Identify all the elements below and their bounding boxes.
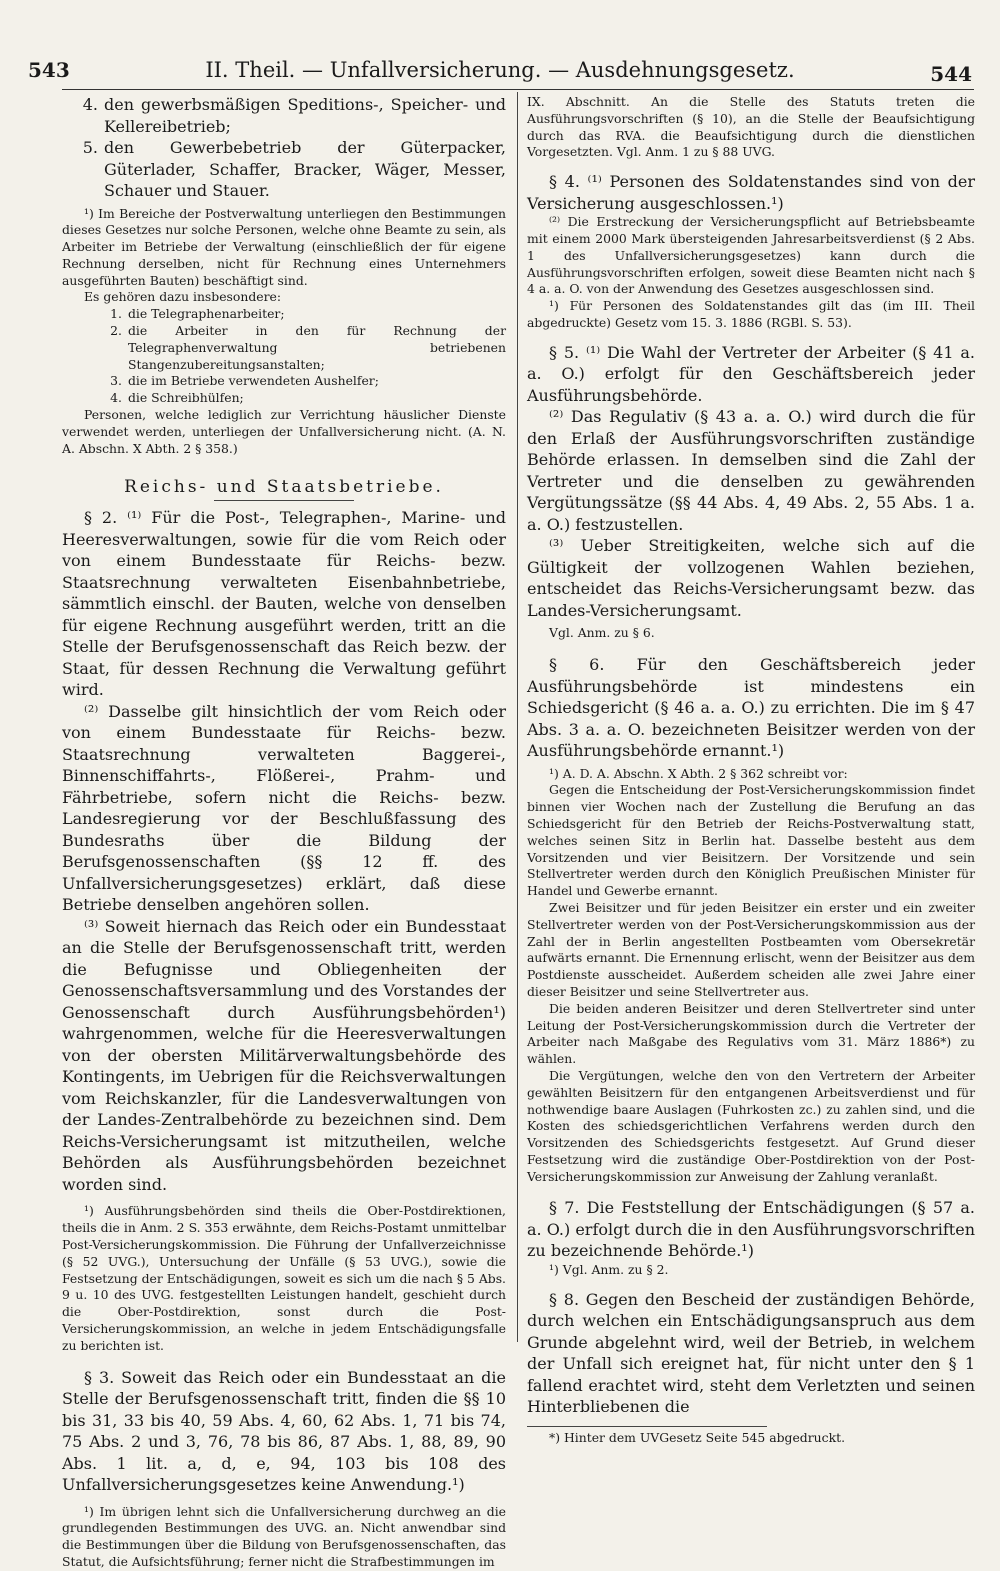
list-item: 4. den gewerbsmäßigen Speditions-, Speicher- und Kellereibetrieb; xyxy=(82,95,506,136)
footnote-ausfuehrungsbehoerden: ¹) Ausführungsbehörden sind theils die Ober-Postdirektionen, theils die in Anm. 2 S. 353 erwähnte, dem Reichs-Postamt unmittelbar Post-Versicherungskommission. Die Führung der Unfallverzeichnisse (§ 52 UVG.), Untersuchung der Unfälle (§ 53 UVG.), sowie die Festsetzung der Entschädigungen, soweit es sich um die nach § 5 Abs. 9 u. 10 des UVG. festgestellten Leistungen handelt, geschieht durch die Ober-Postdirektion, sonst durch die Post-Versicherungskommission, an welche in jedem Entschädigungsfalle zu berichten ist. xyxy=(62,1203,506,1353)
footnote-vgl-6: Vgl. Anm. zu § 6. xyxy=(549,625,655,641)
footnote-rule xyxy=(527,1426,767,1427)
list-item: 5. den Gewerbebetrieb der Güterpacker, Güterlader, Schaffer, Bracker, Wäger, Messer, Schauer und Stauer. xyxy=(82,138,506,200)
section-7: § 7. Die Feststellung der Entschädigungen (§ 57 a. a. O.) erfolgt durch die in den Ausführungsvorschriften zu bezeichnende Behörde.¹) xyxy=(527,1198,975,1261)
header-rule xyxy=(62,89,974,90)
section-2: § 2. ⁽¹⁾ Für die Post-, Telegraphen-, Marine- und Heeresverwaltungen, sowie für die vom Reich oder von einem Bundesstaate für Reichs- bezw. Staatsrechnung verwalteten Eisenbahnbetriebe, sämmtlich einschl. der Bauten, welche von denselben für eigene Rechnung ausgeführt werden, tritt an die Stelle der Berufsgenossenschaft das Reich bezw. der Staat, für dessen Rechnung die Verwaltung geführt wird. ⁽²⁾ Dasselbe gilt hinsichtlich der vom Reich oder von einem Bundesstaate für Reichs- bezw. Staatsrechnung verwalteten Baggerei-, Binnenschiffahrts-, Flößerei-, Prahm- und Fährbetriebe, sofern nicht die Reichs- bezw. Landesregierung vor der Beschlußfassung des Bundesraths über die Bildung der Berufsgenossenschaften (§§ 12 ff. des Unfallversicherungsgesetzes) erklärt, daß diese Betriebe denselben angehören sollen. ⁽³⁾ Soweit hiernach das Reich oder ein Bundesstaat an die Stelle der Berufsgenossenschaft tritt, werden die Befugnisse und Obliegenheiten der Genossenschaftsversammlung und des Vorstandes der Genossenschaft durch Ausführungsbehörden¹) wahrgenommen, welche für die Heeresverwaltungen von der obersten Militärverwaltungsbehörde des Kontingents, im Uebrigen für die Reichsverwaltungen vom Reichskanzler, für die Landesverwaltungen von der Landes-Zentralbehörde zu bezeichnen sind. Dem Reichs-Versicherungsamt ist mitzutheilen, welche Behörden als Ausführungsbehörden bezeichnet worden sind. xyxy=(62,508,506,1194)
numbered-list-continuation xyxy=(62,94,506,202)
right-column xyxy=(527,94,975,1445)
section-8: § 8. Gegen den Bescheid der zuständigen Behörde, durch welchen ein Entschädigungsanspruch aus dem Grunde abgelehnt wird, weil der Betrieb, in welchem der Unfall sich ereignet hat, für nicht unter den § 1 fallend erachtet wird, steht dem Verletzten und seinen Hinterbliebenen die xyxy=(527,1289,975,1417)
list-item: 2. die Arbeiter in den für Rechnung der Telegraphenverwaltung betriebenen Stangenzubereitungsanstalten; xyxy=(110,323,506,372)
section-heading: Reichs- und Staatsbetriebe. xyxy=(124,477,444,498)
footnote-continuation: IX. Abschnitt. An die Stelle des Statuts treten die Ausführungsvorschriften (§ 10), an die Stelle der Beaufsichtigung durch das RVA. die Beaufsichtigung durch die dienstlichen Vorgesetzten. Vgl. Anm. 1 zu § 88 UVG. xyxy=(527,94,975,160)
footnote-uebrigen: ¹) Im übrigen lehnt sich die Unfallversicherung durchweg an die grundlegenden Bestimmungen des UVG. an. Nicht anwendbar sind die Bestimmungen über die Bildung von Berufsgenossenschaften, das Statut, die Aufsichtsführung; ferner nicht die Strafbestimmungen im xyxy=(62,1503,506,1570)
running-title: II. Theil. — Unfallversicherung. — Ausdehnungsgesetz. xyxy=(205,58,795,82)
footnote-star: *) Hinter dem UVGesetz Seite 545 abgedruckt. xyxy=(549,1429,846,1445)
section-6: § 6. Für den Geschäftsbereich jeder Ausführungsbehörde ist mindestens ein Schiedsgericht (§ 46 a. a. O.) zu errichten. Die im § 47 Abs. 3 a. a. O. bezeichneten Beisitzer werden von der Ausführungsbehörde ernannt.¹) xyxy=(527,655,975,761)
section-5: § 5. ⁽¹⁾ Die Wahl der Vertreter der Arbeiter (§ 41 a. a. O.) erfolgt für den Geschäftsbereich jeder Ausführungsbehörde. ⁽²⁾ Das Regulativ (§ 43 a. a. O.) wird durch die für den Erlaß der Ausführungsvorschriften zuständige Behörde erlassen. In demselben sind die Zahl der Vertreter und die denselben zu gewährenden Vergütungssätze (§§ 44 Abs. 4, 49 Abs. 2, 55 Abs. 1 a. a. O.) festzustellen. ⁽³⁾ Ueber Streitigkeiten, welche sich auf die Gültigkeit der vollzogenen Wahlen beziehen, entscheidet das Reichs-Versicherungsamt bezw. das Landes-Versicherungsamt. xyxy=(527,342,975,620)
footnote-vgl-2: ¹) Vgl. Anm. zu § 2. xyxy=(549,1261,669,1277)
section-4: § 4. ⁽¹⁾ Personen des Soldatenstandes sind von der Versicherung ausgeschlossen.¹) xyxy=(527,172,975,213)
section-4-para-2: ⁽²⁾ Die Erstreckung der Versicherungspflicht auf Betriebsbeamte mit einem 2000 Mark übersteigenden Jahresarbeitsverdienst (§ 2 Abs. 1 des Unfallversicherungsgesetzes) kann durch die Ausführungsvorschriften erfolgen, soweit diese Beamten nicht nach § 4 a. a. O. von der Anwendung des Gesetzes ausgeschlossen sind. ¹) Für Personen des Soldatenstandes gilt das (im III. Theil abgedruckte) Gesetz vom 15. 3. 1886 (RGBl. S. 53). xyxy=(527,214,975,330)
column-divider xyxy=(517,92,518,1342)
heading-rule xyxy=(214,500,354,501)
left-column xyxy=(62,94,506,1570)
running-header xyxy=(28,56,972,86)
page-number-right: 544 xyxy=(930,62,972,86)
section-3: § 3. Soweit das Reich oder ein Bundesstaat an die Stelle der Berufsgenossenschaft tritt, finden die §§ 10 bis 31, 33 bis 40, 59 Abs. 4, 60, 62 Abs. 1, 71 bis 74, 75 Abs. 2 und 3, 76, 78 bis 86, 87 Abs. 1, 88, 89, 90 Abs. 1 lit. a, d, e, 94, 103 bis 108 des Unfallversicherungsgesetzes keine Anwendung.¹) xyxy=(62,1367,506,1495)
list-item: 1. die Telegraphenarbeiter; xyxy=(110,306,285,322)
footnote-schiedsgericht: ¹) A. D. A. Abschn. X Abth. 2 § 362 schreibt vor: Gegen die Entscheidung der Post-Versicherungskommission findet binnen vier Wochen nach der Zustellung die Berufung an das Schiedsgericht für den Betrieb der Reichs-Postverwaltung statt, welches seinen Sitz in Berlin hat. Dasselbe besteht aus dem Vorsitzenden und vier Beisitzern. Der Vorsitzende und sein Stellvertreter werden durch den Königlich Preußischen Minister für Handel und Gewerbe ernannt. Zwei Beisitzer und für jeden Beisitzer ein erster und ein zweiter Stellvertreter werden von der Post-Versicherungskommission aus der Zahl der in Berlin angestellten Postbeamten vom Obersekretär aufwärts ernannt. Die Ernennung erlischt, wenn der Beisitzer aus dem Postdienste ausscheidet. Außerdem scheiden alle zwei Jahre einer dieser Beisitzer und seine Stellvertreter aus. Die beiden anderen Beisitzer und deren Stellvertreter sind unter Leitung der Post-Versicherungskommission durch die Vertreter der Arbeiter nach Maßgabe des Regulativs vom 31. März 1886*) zu wählen. Die Vergütungen, welche den von den Vertretern der Arbeiter gewählten Beisitzern für den entgangenen Arbeitsverdienst und für nothwendige baare Auslagen (Fuhrkosten zc.) zu zahlen sind, und die Kosten des schiedsgerichtlichen Verfahrens werden durch den Vorsitzenden des Schiedsgerichts festgesetzt. Auf Grund dieser Festsetzung wird die zuständige Ober-Postdirektion von der Post-Versicherungskommission zur Anweisung der Zahlung veranlaßt. xyxy=(527,765,975,1184)
page-number-left: 543 xyxy=(28,58,70,82)
list-item: 4. die Schreibhülfen; xyxy=(110,390,244,406)
footnote-postverwaltung: ¹) Im Bereiche der Postverwaltung unterliegen den Bestimmungen dieses Gesetzes nur solche Personen, welche ohne Beamte zu sein, als Arbeiter im Betriebe der Verwaltung (einschließlich der für eigene Rechnung derselben, nicht für Rechnung eines Unternehmers ausgeführten Bauten) beschäftigt sind. Es gehören dazu insbesondere: 1. die Telegraphenarbeiter; 2. die Arbeiter in den für Rechnung der Telegraphenverwaltung betriebenen Stangenzubereitungsanstalten; 3. die im Betriebe verwendeten Aushelfer; 4. die Schreibhülfen; Personen, welche lediglich zur Verrichtung häuslicher Dienste verwendet werden, unterliegen der Unfallversicherung nicht. (A. N. A. Abschn. X Abth. 2 § 358.) xyxy=(62,205,506,456)
list-item: 3. die im Betriebe verwendeten Aushelfer; xyxy=(110,373,379,389)
